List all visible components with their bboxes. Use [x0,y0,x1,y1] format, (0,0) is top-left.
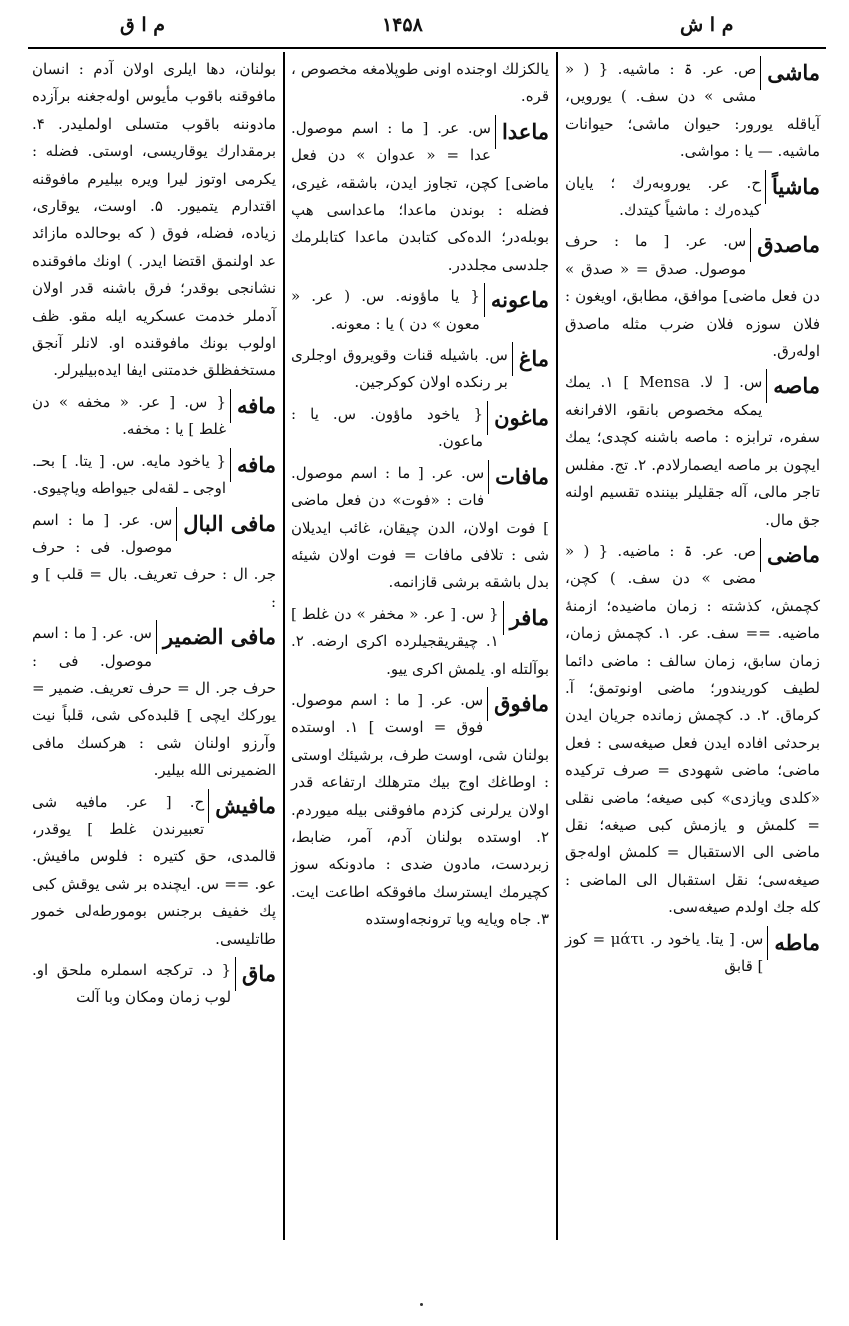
entry [565,56,820,166]
entry [32,448,276,503]
entry-continuation [32,56,276,385]
entry [565,228,820,365]
column-divider-right [556,52,558,1240]
entry-headword: ماصدق [750,228,820,262]
entry [291,687,549,934]
entry-definition: س. عر. [ ما : حرف موصول. صدق = « صدق » دن فعل ماضی] موافق، مطابق، اویغون : فلان سوزه فلان ضرب مثله ماصدق اوله‌رق. [565,232,820,361]
entry [32,789,276,953]
entry-headword: ماصه [766,369,820,403]
entry-definition: { یا ماؤونه. س. ( عر. « معون » دن ) یا : معونه. [291,287,480,333]
entry [565,170,820,225]
entry [291,460,549,597]
entry-headword: مافر [503,601,549,635]
entry-headword: ماغ [512,342,549,376]
entry-headword: ماغون [487,401,549,435]
entry-definition: ح. [ عر. مافیه شی تعبیرندن غلط ] یوقدر، قالمدی، حق كتیره : فلوس مافیش. عو. == س. ایچنده بر شی یوقش كبی پك خفیف برجنس بومورطه‌لی خمور طاتلیسی. [32,792,276,948]
entry-definition: س. باشیله قنات وقویروق اوجلری بر رنكده اولان كوكرجین. [291,346,508,392]
entry [291,401,549,456]
entry-headword: ماعدا [495,115,549,149]
entry [32,620,276,784]
entry-continuation [291,56,549,111]
entry-headword: مافی الضمیر [156,620,276,654]
entry-headword: ماشی [760,56,820,90]
entry-headword: ماضی [760,538,820,572]
entry-definition: { یاخود مایه. س. [ یتا. ] بحـ. اوجی ـ لقه‌لی جیواطه ویاچیوی. [32,451,227,498]
entry-definition: { س. [ عر. « مخفه » دن غلط ] یا : مخفه. [32,392,227,439]
entry [32,507,276,617]
running-head-left: م ا ق [120,14,166,36]
entry [565,926,820,981]
entry-headword: مافات [488,460,549,494]
entry-headword: ماق [235,957,276,991]
entry-headword: مافوق [487,687,549,721]
header-rule [28,47,826,49]
entry-headword: مافیش [208,789,276,823]
entry-definition: س. عر. [ ما : اسم موصول. فی : حرف جر. ال = حرف تعریف. ضمیر = یوركك ایچی ] قلبده‌كی شی، قلباً نیت وآرزو اولنان شی : هركسك مافی الضمیرنی الله بیلیر. [32,624,276,780]
entry-definition: بولنان، دها ایلری اولان آدم : انسان مافوقنه باقوب مأیوس اوله‌جغنه برآزده مادوننه باقوب متسلی اولملیدر. ۴. برمقدارك یوقاریسی، اوستی. فضله : یكرمی اوتوز لیرا ویره بیلیرم مافوقنه اقتدارم یتمیور. ۵. اوست، یوقاری، زیاده، فضله، فوق ( كه بوحالده مازائد عد اولنمق اقتضا ایدر. ) اونك مافوقنده نشانجی بوقدر؛ فرق باشنه قدر اولان آدملر خدمت عسكریه ایله مقو. ظف اولوب بونك مافوقنده او. لانلر آنجق مستخفظلق خدمتنی ایفا ایده‌بیلیرلر. [32,60,276,380]
entry-definition: س. [ لا. Mensa ] ۱. یمك یمكه مخصوص بانقو، الافرانغه سفره، ترابزه : ماصه باشنه كچدی؛ یمك ایچون بر ماصه ایصمارلادم. ۲. تج. مفلس تاجر مالی، آله جقلیلر بیننده تقسیم اولنه جق مال. [565,373,820,529]
entry-definition: ح. عر. یوروبه‌رك ؛ یایان كیده‌رك : ماشیاً كیتدك. [565,173,762,220]
entry-definition: ص. عر. ۃ : ماضیه. { ( « مضی » دن سف. ) كچن، كچمش، كذشته : زمان ماضیده؛ ازمنۀ ماضیه. == سف. عر. ۱. كچمش زمان، زمان سابق، زمان سالف : ماضی دائما لطیف كوریندور؛ ماضی اونوتمق؛ آ. كرماق. ۲. د. كچمش زمانده جریان ایدن برحدثی افاده ایدن فعل صیغه‌سی : فعل ماضی؛ ماضی شهودی = صرف تركیده «كلدی ویازدی» كبی صیغه؛ ماضی نقلی = كلمش و یازمش كبی صیغه؛ نقل ماضی الی الاستقبال = كلمش اوله‌جق صیغه‌سی؛ نقل استقبال الی الماضی : كله جك اولدم صیغه‌سی. [565,541,820,917]
entry-headword: مافی البال [176,507,276,541]
print-speck [420,1303,423,1306]
entry-definition: س. عر. [ ما : اسم موصول. فوق = اوست ] ۱. اوستده بولنان شی، اوست طرف، برشیئك اوستی : اوطاغك اوج بیك مترهلك ارتفاعه قدر اولان یرلرنی كزدم مافوقنی بیله میوردم. ۲. اوستده بولنان آدم، آمر، ضابط، زبردست، مادون ضدی : مادونكه سوز كچیرمك ایسترسك مافوقكه اطاعت ایت. ۳. جاه ویایه ویا ترونجه‌اوستده [291,690,549,929]
entry-headword: ماطه [767,926,820,960]
entry-headword: مافه [230,448,276,482]
entry-headword: مافه [230,389,276,423]
entry [565,369,820,533]
entry-definition: { د. تركجه اسملره ملحق او. لوب زمان ومكان وبا آلت [32,961,232,1007]
column-left [32,56,276,1016]
entry [291,115,549,279]
entry [32,957,276,1012]
column-right [565,56,820,984]
entry-definition: س. عر. [ ما : اسم موصول. عدا = « عدوان » دن فعل ماضی] كچن، تجاوز ایدن، باشقه، غیری، فضله : بوندن ماعدا؛ ماعداسی هپ بوبله‌در؛ الده‌كی كتابدن ماعدا كتابلرمك جلدسی مجلددر. [291,118,549,274]
entry-headword: ماعونه [484,283,549,317]
entry [32,389,276,444]
entry-headword: ماشیاً [765,170,820,204]
entry [565,538,820,922]
entry-definition: { س. [ عر. « مخفر » دن غلط ] ۱. چیقریقجیلرده اكری ارضه. ۲. بوآلتله او. یلمش اكری ییو. [291,604,549,678]
page-number: ۱۴۵۸ [382,14,423,36]
entry [291,601,549,683]
entry [291,283,549,338]
entry-definition: ص. عر. ۃ : ماشیه. { ( « مشی » دن سف. ) یورویں، آیاقله یورور: حیوان ماشی؛ حیوانات ماشیه. — یا : مواشی. [565,60,820,161]
entry-definition: { یاخود ماؤون. س. یا : ماعون. [291,404,484,451]
column-middle [291,56,549,938]
entry-definition: س. [ یتا. یاخود ر. μάτι = كوز ] قابق [565,929,764,975]
running-head-right: م ا ش [680,14,734,36]
entry-definition: یالكزلك اوجنده اونی طوپلامغه مخصوص ، قره. [291,60,549,106]
entry-definition: س. عر. [ ما : اسم موصول. فی : حرف جر. ال : حرف تعریف. بال = قلب ] و : [32,510,276,611]
entry [291,342,549,397]
entry-definition: س. عر. [ ما : اسم موصول. فات : «فوت» دن فعل ماضی ] فوت اولان، الدن چیقان، غائب ایدیلان شی : تلافی مافات = فوت اولان شیئه بدل باشقه برشی قازانمه. [291,463,549,592]
column-divider-left [283,52,285,1240]
